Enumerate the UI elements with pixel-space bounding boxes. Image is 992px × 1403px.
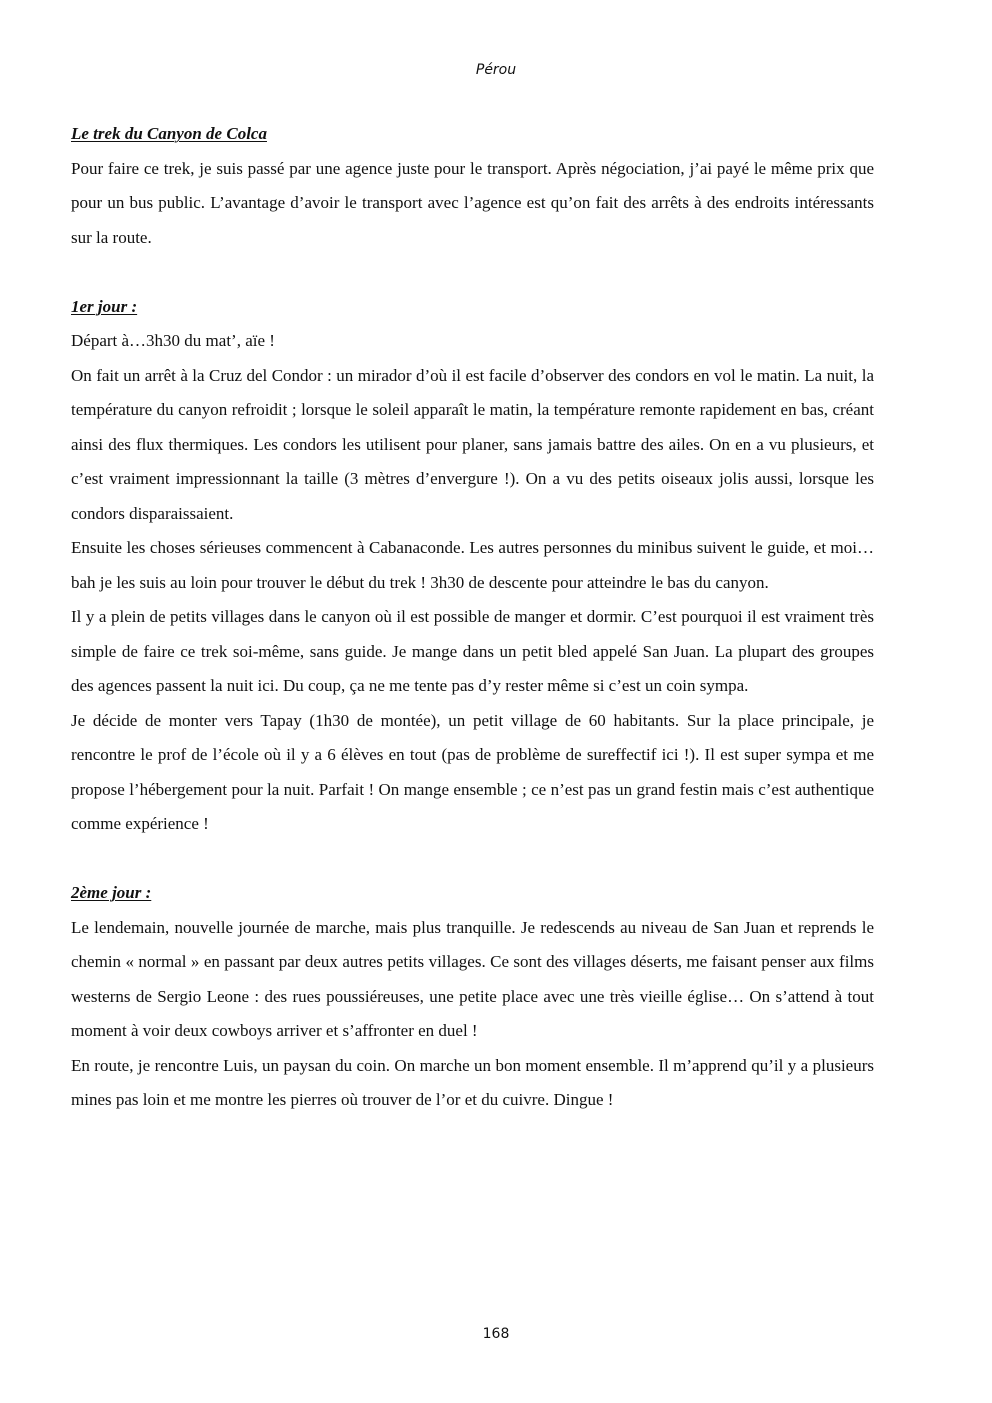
intro-paragraph: Pour faire ce trek, je suis passé par une agence juste pour le transport. Après négociation, j’ai payé le même prix que pour un bus public. L’avantage d’avoir le transport avec l’agence est qu’on fait des arrêts à des endroits intéressants sur la route. xyxy=(71,158,874,247)
spacer xyxy=(71,255,874,290)
day2-paragraph: En route, je rencontre Luis, un paysan du coin. On marche un bon moment ensemble. Il m’apprend qu’il y a plusieurs mines pas loin et me montre les pierres où trouver de l’or et du cuivre. Dingue ! xyxy=(71,1055,874,1109)
day1-paragraph: On fait un arrêt à la Cruz del Condor : un mirador d’où il est facile d’observer des condors en vol le matin. La nuit, la température du canyon refroidit ; lorsque le soleil apparaît le matin, la température remonte rapidement en bas, créant ainsi des flux thermiques. Les condors les utilisent pour planer, sans jamais battre des ailes. On en a vu plusieurs, et c’est vraiment impressionnant la taille (3 mètres d’envergure !). On a vu des petits oiseaux jolis aussi, lorsque les condors disparaissaient. xyxy=(71,365,874,523)
day2-heading: 2ème jour : xyxy=(71,883,152,902)
section-title: Le trek du Canyon de Colca xyxy=(71,124,267,143)
spacer xyxy=(71,842,874,877)
running-header: Pérou xyxy=(475,62,517,78)
day1-paragraph: Ensuite les choses sérieuses commencent à Cabanaconde. Les autres personnes du minibus suivent le guide, et moi…bah je les suis au loin pour trouver le début du trek ! 3h30 de descente pour atteindre le bas du canyon. xyxy=(71,538,874,592)
page-number: 168 xyxy=(482,1326,510,1342)
day1-paragraph: Départ à…3h30 du mat’, aïe ! xyxy=(71,331,275,350)
day1-paragraph: Je décide de monter vers Tapay (1h30 de montée), un petit village de 60 habitants. Sur la place principale, je rencontre le prof de l’école où il y a 6 élèves en tout (pas de problème de sureffectif ici !). Il est super sympa et me propose l’hébergement pour la nuit. Parfait ! On mange ensemble ; ce n’est pas un grand festin mais c’est authentique comme expérience ! xyxy=(71,710,874,833)
page-body xyxy=(71,117,874,1118)
day1-paragraph: Il y a plein de petits villages dans le canyon où il est possible de manger et dormir. C’est pourquoi il est vraiment très simple de faire ce trek soi-même, sans guide. Je mange dans un petit bled appelé San Juan. La plupart des groupes des agences passent la nuit ici. Du coup, ça ne me tente pas d’y rester même si c’est un coin sympa. xyxy=(71,607,874,695)
day1-heading: 1er jour : xyxy=(71,296,138,316)
day2-paragraph: Le lendemain, nouvelle journée de marche, mais plus tranquille. Je redescends au niveau de San Juan et reprends le chemin « normal » en passant par deux autres petits villages. Ce sont des villages déserts, me faisant penser aux films westerns de Sergio Leone : des rues poussiéreuses, une petite place avec une très vieille église… On s’attend à tout moment à voir deux cowboys arriver et s’affronter en duel ! xyxy=(71,917,874,1040)
